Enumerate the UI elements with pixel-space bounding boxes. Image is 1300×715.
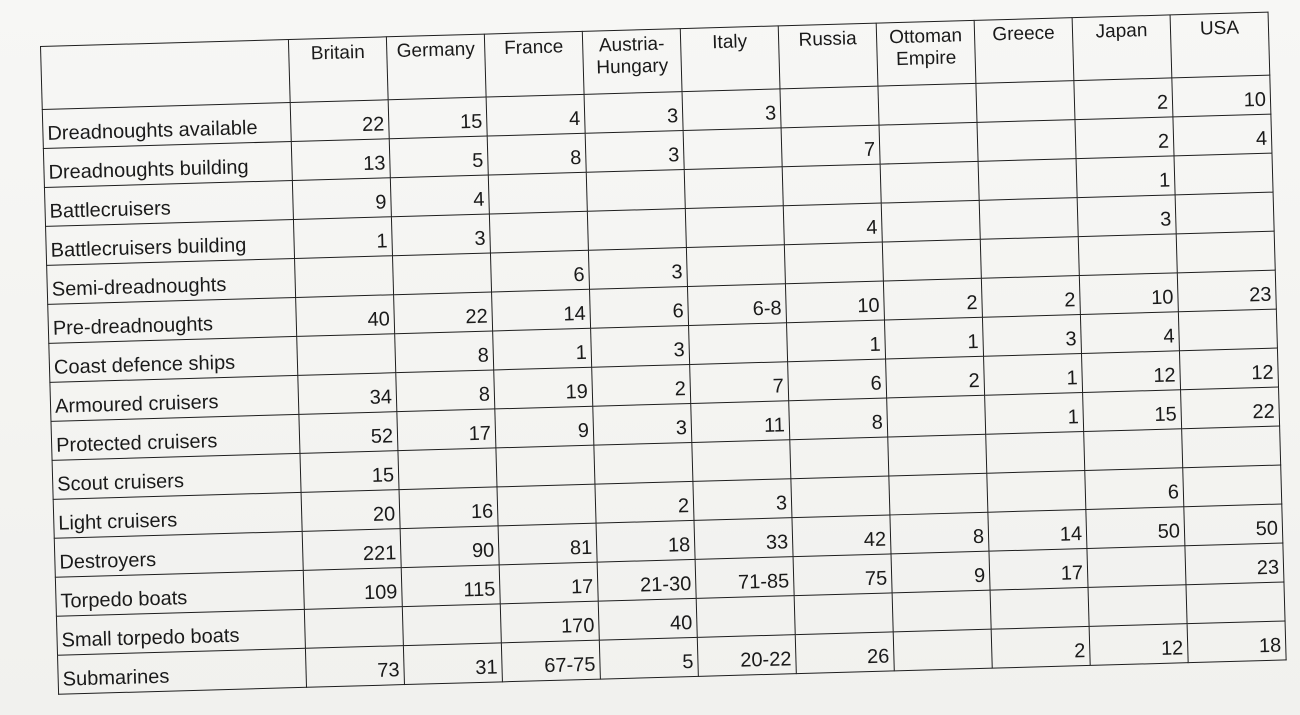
fleet-table-wrapper [40,12,1287,695]
table-cell [398,448,497,490]
table-cell [987,470,1086,512]
table-cell: 50 [1184,504,1283,546]
table-cell: 23 [1185,543,1284,585]
table-cell: 12 [1081,351,1180,393]
table-cell [1087,546,1186,588]
table-cell [1088,585,1187,627]
header-corner-cell [41,40,291,110]
table-cell: 8 [487,133,586,175]
table-cell [782,164,881,206]
column-header: Italy [680,26,780,92]
table-cell: 40 [598,598,697,640]
table-cell [1182,426,1281,468]
table-cell: 3 [1077,195,1176,237]
row-label: Protected cruisers [51,414,300,460]
table-cell [791,476,890,518]
table-cell [881,200,980,242]
table-cell [879,122,978,164]
table-cell: 4 [390,175,489,217]
table-cell: 3 [391,214,490,256]
table-cell: 9 [495,406,594,448]
row-label: Small torpedo boats [56,609,305,655]
table-cell: 109 [303,568,402,610]
table-cell: 1 [985,393,1084,435]
table-cell [893,629,992,671]
table-cell: 17 [989,548,1088,590]
table-cell [888,434,987,476]
table-cell: 6 [1085,468,1184,510]
table-cell [887,395,986,437]
row-label: Torpedo boats [55,570,304,616]
table-cell [696,596,795,638]
table-cell: 1 [787,320,886,362]
table-cell: 3 [593,403,692,445]
table-cell: 90 [400,526,499,568]
table-cell [692,440,791,482]
column-header: Germany [386,34,486,100]
table-cell: 42 [792,515,891,557]
table-cell: 71-85 [695,557,794,599]
table-cell [1186,582,1285,624]
table-cell [794,593,893,635]
table-cell [1084,429,1183,471]
table-cell: 5 [389,136,488,178]
table-cell [304,607,403,649]
table-cell: 2 [1074,78,1173,120]
table-cell [1183,465,1282,507]
table-cell: 52 [299,412,398,454]
table-cell [1174,153,1273,195]
table-cell: 8 [395,331,494,373]
table-cell [980,237,1079,279]
table-cell [976,81,1075,123]
table-cell: 26 [795,632,894,674]
table-cell: 3 [588,248,687,290]
table-cell: 6 [788,359,887,401]
table-cell: 33 [694,518,793,560]
table-cell [978,159,1077,201]
table-cell: 81 [498,523,597,565]
table-cell: 40 [296,295,395,337]
table-cell: 1 [293,217,392,259]
table-cell [685,206,784,248]
column-header: Greece [974,18,1074,84]
table-cell [496,445,595,487]
table-cell: 20-22 [697,635,796,677]
table-cell: 12 [1179,348,1278,390]
table-cell: 14 [492,289,591,331]
table-cell [684,167,783,209]
row-label: Scout cruisers [52,453,301,499]
column-header: Russia [778,23,878,89]
column-header: Britain [288,37,388,103]
table-cell: 7 [781,125,880,167]
table-cell: 2 [592,364,691,406]
table-cell: 2 [595,481,694,523]
table-cell: 115 [401,565,500,607]
table-cell: 10 [1172,75,1271,117]
column-header: Japan [1072,15,1172,81]
table-cell: 22 [290,100,389,142]
table-cell: 8 [890,512,989,554]
table-cell: 20 [301,490,400,532]
table-cell: 3 [693,479,792,521]
column-header: Ottoman Empire [876,20,976,86]
table-cell [892,590,991,632]
table-cell: 15 [300,451,399,493]
table-cell [402,604,501,646]
table-cell: 18 [1187,621,1286,663]
table-cell: 17 [397,409,496,451]
table-cell: 16 [399,487,498,529]
table-cell: 6-8 [687,284,786,326]
table-cell: 15 [1083,390,1182,432]
table-cell: 13 [291,139,390,181]
table-cell: 15 [388,97,487,139]
table-cell: 3 [585,131,684,173]
table-cell: 21-30 [597,559,696,601]
row-label: Semi-dreadnoughts [47,258,296,304]
table-cell [587,209,686,251]
table-cell [686,245,785,287]
table-cell [295,256,394,298]
row-label: Coast defence ships [49,336,298,382]
table-body [42,75,1286,694]
row-label: Submarines [58,648,307,694]
table-cell [790,437,889,479]
table-cell [586,170,685,212]
naval-strength-table [40,12,1287,695]
table-cell [1175,192,1274,234]
table-cell: 1 [984,354,1083,396]
table-cell: 2 [886,356,985,398]
table-cell [1176,231,1275,273]
table-cell: 9 [891,551,990,593]
table-cell: 7 [690,362,789,404]
table-cell [979,198,1078,240]
table-cell [889,473,988,515]
table-cell [878,83,977,125]
table-cell: 23 [1177,270,1276,312]
table-cell: 75 [793,554,892,596]
table-cell: 31 [403,643,502,685]
table-cell: 4 [1173,114,1272,156]
table-cell: 8 [789,398,888,440]
table-cell: 2 [883,278,982,320]
table-cell: 170 [500,601,599,643]
table-cell [488,172,587,214]
table-cell: 3 [591,326,690,368]
column-header: France [484,31,584,97]
table-cell: 1 [493,328,592,370]
table-cell [780,86,879,128]
table-cell: 10 [1079,273,1178,315]
table-cell: 22 [1181,387,1280,429]
table-cell: 6 [490,250,589,292]
row-label: Light cruisers [53,492,302,538]
table-cell: 5 [599,637,698,679]
table-cell [689,323,788,365]
table-cell: 19 [494,367,593,409]
table-cell [1078,234,1177,276]
table-cell: 12 [1089,624,1188,666]
table-cell: 17 [499,562,598,604]
table-cell [489,211,588,253]
table-cell [594,442,693,484]
table-cell [784,242,883,284]
table-cell: 11 [691,401,790,443]
table-cell [497,484,596,526]
table-cell: 3 [584,92,683,134]
table-cell: 18 [596,520,695,562]
table-cell: 22 [394,292,493,334]
table-cell: 8 [396,370,495,412]
table-cell [986,432,1085,474]
table-cell [990,587,1089,629]
table-cell: 73 [305,646,404,688]
row-label: Battlecruisers [44,181,293,227]
table-cell: 4 [783,203,882,245]
table-cell [977,120,1076,162]
row-label: Battlecruisers building [46,219,295,265]
column-header: Austria-Hungary [582,29,682,95]
table-cell [683,128,782,170]
table-cell [297,334,396,376]
table-cell: 10 [785,281,884,323]
table-cell: 4 [1080,312,1179,354]
table-cell: 2 [991,626,1090,668]
table-cell: 1 [1076,156,1175,198]
table-cell: 1 [884,317,983,359]
table-cell [880,161,979,203]
row-label: Destroyers [54,531,303,577]
table-cell: 50 [1086,507,1185,549]
column-header: USA [1170,12,1270,78]
table-cell: 9 [292,178,391,220]
table-cell: 221 [302,529,401,571]
row-label: Armoured cruisers [50,375,299,421]
table-cell [392,253,491,295]
table-cell: 34 [298,373,397,415]
table-cell: 2 [981,276,1080,318]
row-label: Dreadnoughts available [42,103,291,149]
table-cell: 2 [1075,117,1174,159]
table-cell: 67-75 [501,640,600,682]
row-label: Pre-dreadnoughts [48,297,297,343]
table-cell: 3 [682,89,781,131]
table-cell: 6 [590,287,689,329]
row-label: Dreadnoughts building [43,142,292,188]
table-cell: 14 [988,509,1087,551]
table-cell [1178,309,1277,351]
table-cell [882,239,981,281]
table-cell: 3 [982,315,1081,357]
table-cell: 4 [486,94,585,136]
